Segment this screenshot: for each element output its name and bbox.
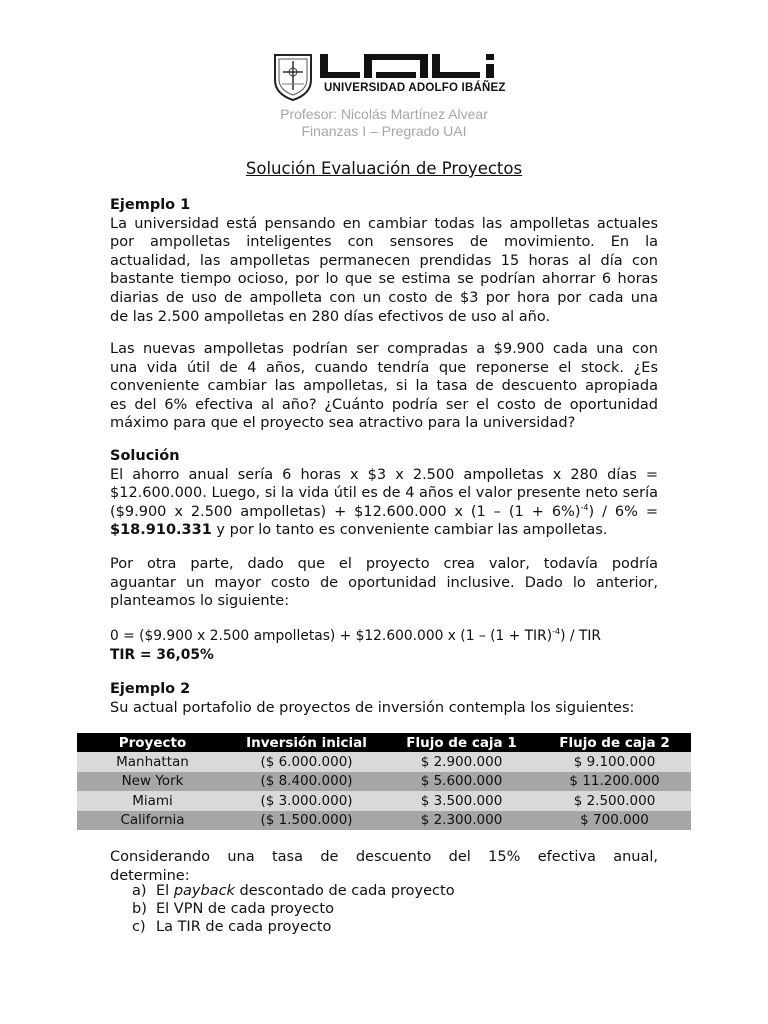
paragraph-line: planteamos lo siguiente:	[110, 593, 290, 610]
ejemplo1-heading: Ejemplo 1	[110, 197, 191, 213]
paragraph-line: una vida útil de 4 años, cuando tendría que reponerse el stock. ¿Es	[110, 359, 658, 376]
table-row	[77, 772, 691, 792]
tir-result: TIR = 36,05%	[110, 646, 214, 663]
table-cell: $ 5.600.000	[385, 772, 538, 792]
paragraph-line: determine:	[110, 867, 190, 884]
table-cell: $ 2.300.000	[385, 811, 538, 831]
paragraph-line: por ampolletas inteligentes con sensores de movimiento. En la	[110, 234, 658, 251]
paragraph-line: ($9.900 x 2.500 ampolletas) + $12.600.000 x $(1 - (1 + 6\%)^{-4}) / 6\%$ =	[110, 502, 658, 520]
table-cell: $ 3.500.000	[385, 791, 538, 811]
page-title: Solución Evaluación de Proyectos	[245, 159, 523, 178]
table-row	[77, 811, 691, 831]
column-header: Flujo de caja 2	[538, 733, 691, 752]
ejemplo2-intro: Su actual portafolio de proyectos de inversión contempla los siguientes:	[110, 699, 635, 716]
paragraph-line: $18.910.331 y por lo tanto es conveniente cambiar las ampolletas.	[110, 522, 608, 539]
paragraph-line: diarias de uso de ampolleta con un costo de $3 por hora por cada una	[110, 289, 658, 306]
portfolio-table	[77, 733, 691, 830]
list-item: a) El payback descontado de cada proyecto	[132, 883, 455, 899]
paragraph-line: bastante tiempo ocioso, por lo que se estima se podrían ahorrar 6 horas	[110, 271, 658, 288]
paragraph-line: El ahorro anual sería 6 horas x $3 x 2.500 ampolletas x 280 días =	[110, 466, 658, 483]
tir-equation	[110, 627, 658, 664]
table-row	[77, 752, 691, 772]
table-cell: $ 2.900.000	[385, 752, 538, 772]
paragraph-line: Las nuevas ampolletas podrían ser compradas a $9.900 cada una con	[110, 341, 658, 357]
paragraph-line: aguantar un mayor costo de oportunidad inclusive. Dado lo anterior,	[110, 574, 658, 591]
paragraph-line: Por otra parte, dado que el proyecto crea valor, todavía podría	[110, 556, 658, 572]
university-logo	[272, 52, 506, 104]
table-cell: ($ 3.000.000)	[228, 791, 385, 811]
table-cell: New York	[77, 772, 228, 792]
table-cell: $ 9.100.000	[538, 752, 691, 772]
table-cell: Manhattan	[77, 752, 228, 772]
university-name: UNIVERSIDAD ADOLFO IBÁÑEZ	[324, 82, 506, 94]
table-cell: $ 11.200.000	[538, 772, 691, 792]
solucion-paragraph-2	[110, 555, 658, 611]
column-header: Inversión inicial	[228, 733, 385, 752]
table-cell: ($ 8.400.000)	[228, 772, 385, 792]
paragraph-line: de las 2.500 ampolletas en 280 días efectivos de uso al año.	[110, 308, 551, 325]
paragraph-line: máximo para que el proyecto sea atractivo para la universidad?	[110, 415, 576, 432]
list-item: c) La TIR de cada proyecto	[132, 919, 332, 935]
solucion-heading: Solución	[110, 448, 180, 464]
table-cell: Miami	[77, 791, 228, 811]
university-crest-icon	[272, 52, 314, 102]
npv-value: $18.910.331	[110, 522, 212, 539]
paragraph-line: actualidad, las ampolletas permanecen prendidas 15 horas al día con	[110, 252, 658, 269]
paragraph-line: es del 6% efectiva al año? ¿Cuánto podría ser el costo de oportunidad	[110, 396, 658, 413]
ejemplo1-section	[110, 196, 658, 326]
table-cell: California	[77, 811, 228, 831]
ejemplo2-question	[110, 848, 658, 885]
paragraph-line: Considerando una tasa de descuento del 15% efectiva anual,	[110, 849, 658, 865]
paragraph-line: $12.600.000. Luego, si la vida útil es de 4 años el valor presente neto sería	[110, 485, 658, 502]
uai-wordmark-icon	[320, 52, 498, 82]
paragraph-line: La universidad está pensando en cambiar todas las ampolletas actuales	[110, 215, 658, 232]
column-header: Proyecto	[77, 733, 228, 752]
question-list	[110, 882, 455, 936]
paragraph-line: conveniente cambiar las ampolletas, si la tasa de descuento apropiada	[110, 378, 658, 395]
ejemplo1-question	[110, 340, 658, 433]
table-cell: ($ 6.000.000)	[228, 752, 385, 772]
list-item: b) El VPN de cada proyecto	[132, 901, 334, 917]
course-line: Finanzas I – Pregrado UAI	[301, 123, 467, 139]
solucion-section	[110, 447, 658, 540]
table-cell: ($ 1.500.000)	[228, 811, 385, 831]
professor-line: Profesor: Nicolás Martínez Alvear	[280, 106, 488, 122]
table-header-row	[77, 733, 691, 752]
table-cell: $ 700.000	[538, 811, 691, 831]
ejemplo2-section	[110, 680, 658, 717]
table-cell: $ 2.500.000	[538, 791, 691, 811]
table-row	[77, 791, 691, 811]
column-header: Flujo de caja 1	[385, 733, 538, 752]
equation-line: 0 = ($9.900 x 2.500 ampolletas) + $12.600.000 x (1 – (1 + TIR)$^{-4}$) / TIR	[110, 627, 601, 644]
ejemplo2-heading: Ejemplo 2	[110, 681, 191, 697]
